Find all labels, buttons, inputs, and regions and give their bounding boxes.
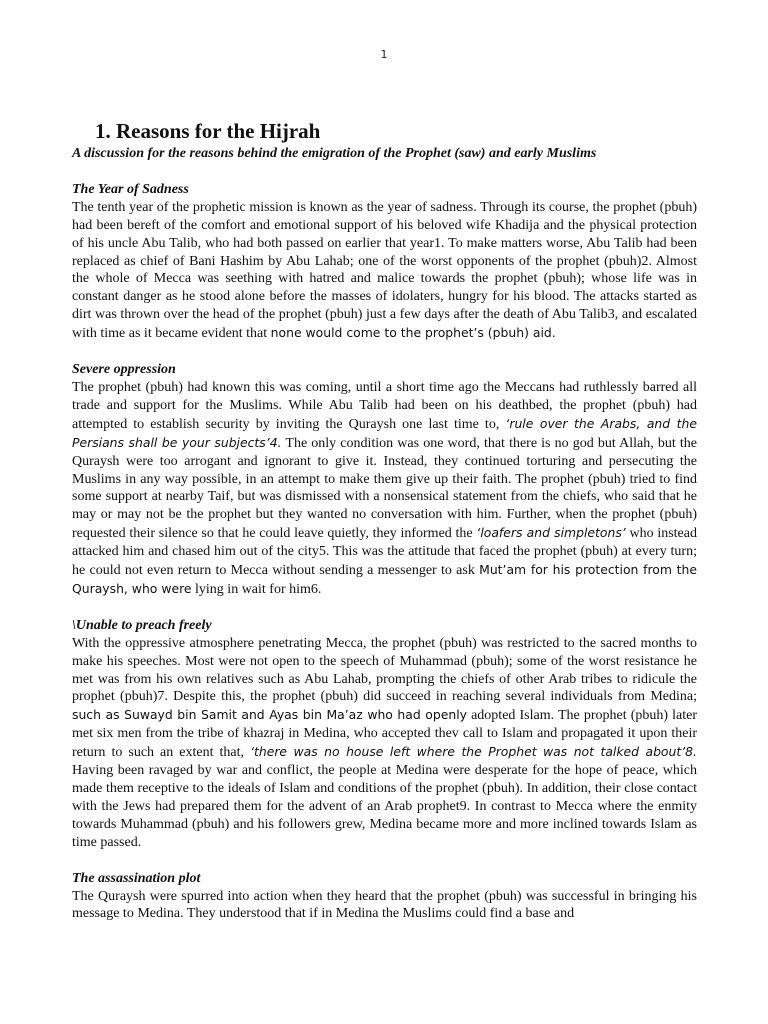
document-title: 1. Reasons for the Hijrah bbox=[95, 119, 321, 143]
section-paragraph: The tenth year of the prophetic mission is known as the year of sadness. Through its course, the prophet (pbuh) had been bereft of the comfort and emotional support of his beloved wife Khadija and the physical protection of his uncle Abu Talib, who had both passed on earlier that year1. To make matters worse, Abu Talib had been replaced as chief of Bani Hashim by Abu Lahab; one of the worst opponents of the prophet (pbuh)2. Almost the whole of Mecca was seething with hatred and malice towards the prophet (pbuh); whose life was in constant danger as he stood alone before the masses of idolaters, hungry for his blood. The attacks started as dirt was thrown over the head of the prophet (pbuh) just a few days after the death of Abu Talib3, and escalated with time as it became evident that none would come to the prophet’s (pbuh) aid. bbox=[72, 199, 697, 342]
section-paragraph: With the oppressive atmosphere penetrating Mecca, the prophet (pbuh) was restricted to the sacred months to make his speeches. Most were not open to the speech of Muhammad (pbuh); some of the worst resistance he met was from his own relatives such as Abu Lahab, prompting the chiefs of other Arab tribes to ridicule the prophet (pbuh)7. Despite this, the prophet (pbuh) did succeed in reaching several individuals from Medina; such as Suwayd bin Samit and Ayas bin Ma’az who had openly adopted Islam. The prophet (pbuh) later met six men from the tribe of khazraj in Medina, who accepted thev call to Islam and propagated it upon their return to such an extent that, ‘there was no house left where the Prophet was not talked about’8. Having been ravaged by war and conflict, the people at Medina were desperate for the hope of peace, which made them receptive to the ideals of Islam and conditions of the prophet (pbuh). In addition, their close contact with the Jews had prepared them for the advent of an Arab prophet9. In contrast to Mecca where the enmity towards Muhammad (pbuh) and his followers grew, Medina became more and more inclined towards Islam as time passed. bbox=[72, 635, 697, 850]
inline-quote: ‘rule over the Arabs, and the Persians shall be your subjects’4. bbox=[72, 415, 697, 450]
section-unable-to-preach bbox=[72, 617, 697, 852]
inline-quote: ‘loafers and simpletons’ bbox=[476, 525, 626, 541]
section-year-of-sadness bbox=[72, 181, 697, 343]
section-assassination-plot bbox=[72, 870, 697, 924]
section-severe-oppression bbox=[72, 361, 697, 599]
document-subtitle: A discussion for the reasons behind the emigration of the Prophet (saw) and early Muslims bbox=[72, 146, 597, 161]
section-paragraph: The Quraysh were spurred into action when they heard that the prophet (pbuh) was successful in bringing his message to Medina. They understood that if in Medina the Muslims could find a base and bbox=[72, 888, 697, 922]
page-number: 1 bbox=[380, 48, 388, 61]
section-heading: The assassination plot bbox=[72, 870, 201, 886]
section-heading: The Year of Sadness bbox=[72, 181, 189, 197]
document-body bbox=[72, 118, 697, 941]
section-heading: \Unable to preach freely bbox=[72, 617, 212, 633]
inline-quote: ‘there was no house left where the Prophet was not talked about’8. bbox=[250, 744, 697, 760]
section-paragraph: The prophet (pbuh) had known this was coming, until a short time ago the Meccans had ruthlessly barred all trade and support for the Muslims. While Abu Talib had been on his deathbed, the prophet (pbuh) had attempted to establish security by inviting the Quraysh one last time to, ‘rule over the Arabs, and the Persians shall be your subjects’4. The only condition was one word, that there is no god but Allah, but the Quraysh were too arrogant and ignorant to give it. Instead, they continued torturing and persecuting the Muslims in any way possible, in an attempt to make them give up their faith. The prophet (pbuh) tried to find some support at nearby Taif, but was dismissed with a nonsensical statement from the chiefs, who said that he may or may not be the prophet but they wanted no conversation with him. Further, when the prophet (pbuh) requested their silence so that he could leave quietly, they informed the ‘loafers and simpletons’ who instead attacked him and chased him out of the city5. This was the attitude that faced the prophet (pbuh) at every turn; he could not even return to Mecca without sending a messenger to ask Mut’am for his protection from the Quraysh, who were lying in wait for him6. bbox=[72, 379, 697, 597]
section-heading: Severe oppression bbox=[72, 362, 176, 378]
